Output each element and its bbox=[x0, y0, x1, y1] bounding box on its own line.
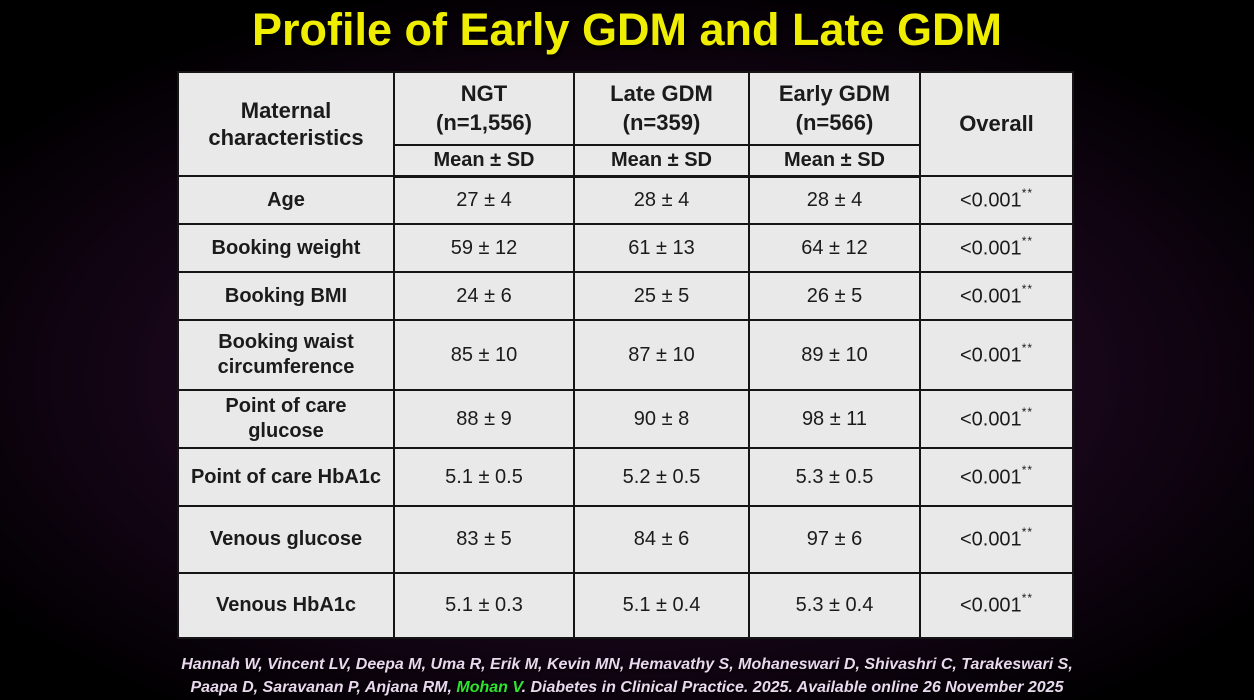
citation-journal: . Diabetes in Clinical Practice. 2025. Available online 26 November 2025 bbox=[521, 679, 1064, 696]
significance-marker: ** bbox=[1021, 591, 1034, 606]
slide-title: Profile of Early GDM and Late GDM bbox=[251, 4, 1003, 55]
group-name: NGT bbox=[460, 80, 508, 106]
column-header-ngt bbox=[394, 72, 574, 145]
row-label: Booking BMI bbox=[178, 272, 394, 320]
value-cell: 5.2 ± 0.5 bbox=[574, 448, 749, 506]
value-cell: 97 ± 6 bbox=[749, 506, 920, 573]
value-cell: 26 ± 5 bbox=[749, 272, 920, 320]
value-cell: 5.1 ± 0.4 bbox=[574, 573, 749, 638]
overall-p-cell: <0.001** bbox=[920, 176, 1073, 224]
overall-p-cell: <0.001** bbox=[920, 390, 1073, 448]
row-label: Booking weight bbox=[178, 224, 394, 272]
row-label: Age bbox=[178, 176, 394, 224]
group-name: Late GDM bbox=[610, 80, 713, 106]
table-row-booking-weight bbox=[178, 224, 1073, 272]
significance-marker: ** bbox=[1021, 185, 1034, 200]
subheader-mean-sd: Mean ± SD bbox=[749, 145, 920, 176]
header-row bbox=[178, 72, 1073, 145]
value-cell: 89 ± 10 bbox=[749, 320, 920, 390]
column-header-early-gdm bbox=[749, 72, 920, 145]
value-cell: 27 ± 4 bbox=[394, 176, 574, 224]
row-label: Point of care HbA1c bbox=[178, 448, 394, 506]
significance-marker: ** bbox=[1021, 404, 1034, 419]
column-header-overall: Overall bbox=[920, 72, 1073, 176]
table-row-venous-hba1c bbox=[178, 573, 1073, 638]
value-cell: 5.1 ± 0.5 bbox=[394, 448, 574, 506]
value-cell: 88 ± 9 bbox=[394, 390, 574, 448]
value-cell: 64 ± 12 bbox=[749, 224, 920, 272]
value-cell: 5.3 ± 0.4 bbox=[749, 573, 920, 638]
value-cell: 90 ± 8 bbox=[574, 390, 749, 448]
value-cell: 5.1 ± 0.3 bbox=[394, 573, 574, 638]
group-n: (n=566) bbox=[795, 109, 874, 135]
overall-p-cell: <0.001** bbox=[920, 272, 1073, 320]
group-name: Early GDM bbox=[778, 80, 891, 106]
value-cell: 24 ± 6 bbox=[394, 272, 574, 320]
overall-p-cell: <0.001** bbox=[920, 448, 1073, 506]
row-label: Venous glucose bbox=[178, 506, 394, 573]
table-row-poc-hba1c bbox=[178, 448, 1073, 506]
significance-marker: ** bbox=[1021, 525, 1034, 540]
value-cell: 84 ± 6 bbox=[574, 506, 749, 573]
column-header-late-gdm bbox=[574, 72, 749, 145]
table-row-booking-waist bbox=[178, 320, 1073, 390]
subheader-mean-sd: Mean ± SD bbox=[394, 145, 574, 176]
value-cell: 59 ± 12 bbox=[394, 224, 574, 272]
value-cell: 83 ± 5 bbox=[394, 506, 574, 573]
group-n: (n=1,556) bbox=[436, 109, 532, 135]
value-cell: 25 ± 5 bbox=[574, 272, 749, 320]
overall-p-cell: <0.001** bbox=[920, 320, 1073, 390]
significance-marker: ** bbox=[1021, 233, 1034, 248]
table-row-venous-glucose bbox=[178, 506, 1073, 573]
citation-footer bbox=[0, 653, 1254, 699]
value-cell: 5.3 ± 0.5 bbox=[749, 448, 920, 506]
table-row-age bbox=[178, 176, 1073, 224]
significance-marker: ** bbox=[1021, 281, 1034, 296]
citation-line-2 bbox=[0, 676, 1254, 699]
value-cell: 28 ± 4 bbox=[749, 176, 920, 224]
table-row-poc-glucose bbox=[178, 390, 1073, 448]
citation-authors: Paapa D, Saravanan P, Anjana RM, bbox=[190, 679, 457, 696]
gdm-profile-table bbox=[177, 71, 1074, 639]
value-cell: 87 ± 10 bbox=[574, 320, 749, 390]
row-label: Booking waist circumference bbox=[178, 320, 394, 390]
citation-line-1: Hannah W, Vincent LV, Deepa M, Uma R, Erik M, Kevin MN, Hemavathy S, Mohaneswari D, Shivashri C, Tarakeswari S, bbox=[181, 656, 1073, 673]
column-header-maternal-characteristics: Maternal characteristics bbox=[178, 72, 394, 176]
table-row-booking-bmi bbox=[178, 272, 1073, 320]
group-n: (n=359) bbox=[622, 109, 701, 135]
value-cell: 85 ± 10 bbox=[394, 320, 574, 390]
author-highlight: Mohan V bbox=[456, 679, 522, 696]
subheader-mean-sd: Mean ± SD bbox=[574, 145, 749, 176]
overall-p-cell: <0.001** bbox=[920, 573, 1073, 638]
significance-marker: ** bbox=[1021, 462, 1034, 477]
overall-p-cell: <0.001** bbox=[920, 506, 1073, 573]
overall-p-cell: <0.001** bbox=[920, 224, 1073, 272]
value-cell: 61 ± 13 bbox=[574, 224, 749, 272]
row-label: Point of care glucose bbox=[178, 390, 394, 448]
row-label: Venous HbA1c bbox=[178, 573, 394, 638]
significance-marker: ** bbox=[1021, 340, 1034, 355]
value-cell: 98 ± 11 bbox=[749, 390, 920, 448]
value-cell: 28 ± 4 bbox=[574, 176, 749, 224]
